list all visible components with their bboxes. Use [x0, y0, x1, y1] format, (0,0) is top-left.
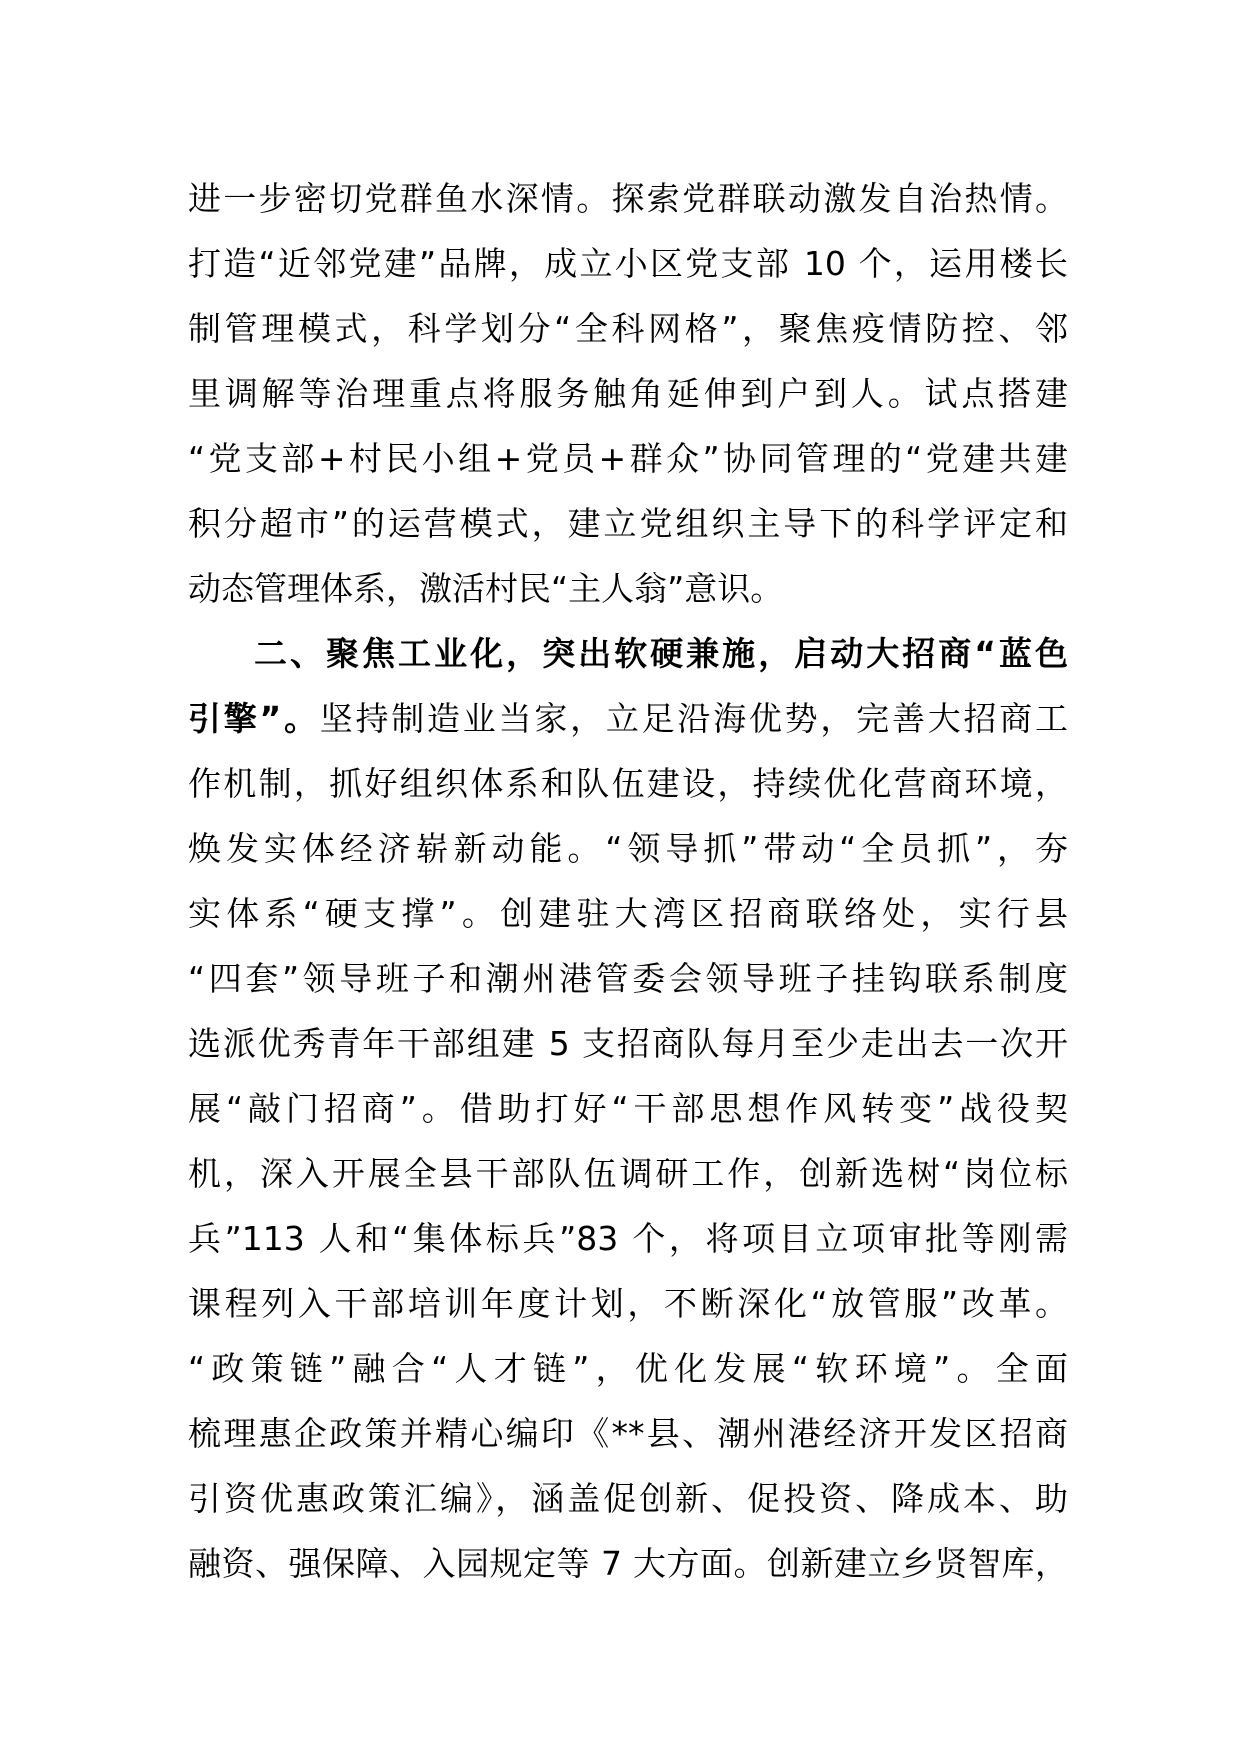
- paragraph-line: [188, 946, 1068, 1011]
- paragraph-line: [188, 816, 1068, 881]
- paragraph-line: [188, 1336, 1068, 1401]
- line-text: 打造“近邻党建”品牌，成立小区党支部 10 个，运用楼长: [188, 244, 1068, 283]
- line-text: 兵”113 人和“集体标兵”83 个，将项目立项审批等刚需: [188, 1219, 1068, 1258]
- line-text: “党支部+村民小组+党员+群众”协同管理的“党建共建: [188, 439, 1068, 478]
- paragraph-line: [188, 1206, 1068, 1271]
- paragraph-line: [188, 491, 1068, 556]
- paragraph-line: [188, 1076, 1068, 1141]
- line-text: “四套”领导班子和潮州港管委会领导班子挂钩联系制度: [188, 959, 1068, 998]
- line-text: “政策链”融合“人才链”，优化发展“软环境”。全面: [188, 1349, 1068, 1388]
- line-text: 融资、强保障、入园规定等 7 大方面。创新建立乡贤智库，: [188, 1544, 1068, 1583]
- line-text: 引资优惠政策汇编》，涵盖促创新、促投资、降成本、助: [188, 1479, 1068, 1518]
- paragraph-line: [188, 556, 1068, 621]
- paragraph-line: [188, 1141, 1068, 1206]
- line-text: 里调解等治理重点将服务触角延伸到户到人。试点搭建: [188, 374, 1068, 413]
- paragraph-line: [188, 751, 1068, 816]
- paragraph-line: [188, 361, 1068, 426]
- line-text: 作机制，抓好组织体系和队伍建设，持续优化营商环境，: [188, 764, 1068, 803]
- line-text: 积分超市”的运营模式，建立党组织主导下的科学评定和: [188, 504, 1068, 543]
- paragraph-line: [188, 296, 1068, 361]
- heading-text: 引擎”。: [188, 699, 320, 738]
- paragraph-line: [188, 426, 1068, 491]
- paragraph-line: [188, 1466, 1068, 1531]
- line-text: 选派优秀青年干部组建 5 支招商队每月至少走出去一次开: [188, 1024, 1068, 1063]
- line-text: 动态管理体系，激活村民“主人翁”意识。: [188, 569, 784, 608]
- paragraph-line: [188, 881, 1068, 946]
- section-heading-line: [188, 621, 1068, 686]
- line-text: 坚持制造业当家，立足沿海优势，完善大招商工: [319, 699, 1068, 738]
- line-text: 制管理模式，科学划分“全科网格”，聚焦疫情防控、邻: [188, 309, 1068, 348]
- line-text: 展“敲门招商”。借助打好“干部思想作风转变”战役契: [188, 1089, 1068, 1128]
- paragraph-line: [188, 1531, 1068, 1596]
- line-text: 课程列入干部培训年度计划，不断深化“放管服”改革。: [188, 1284, 1068, 1323]
- line-text: 进一步密切党群鱼水深情。探索党群联动激发自治热情。: [188, 179, 1068, 218]
- heading-text: 二、聚焦工业化，突出软硬兼施，启动大招商“蓝色: [254, 634, 1068, 673]
- paragraph-line: [188, 1271, 1068, 1336]
- line-text: 梳理惠企政策并精心编印《**县、潮州港经济开发区招商: [188, 1414, 1068, 1453]
- line-text: 实体系“硬支撑”。创建驻大湾区招商联络处，实行县: [188, 894, 1068, 933]
- paragraph-line: [188, 686, 1068, 751]
- paragraph-line: [188, 231, 1068, 296]
- paragraph-line: [188, 1011, 1068, 1076]
- paragraph-line: [188, 166, 1068, 231]
- body-text: [188, 166, 1068, 1596]
- paragraph-line: [188, 1401, 1068, 1466]
- line-text: 焕发实体经济崭新动能。“领导抓”带动“全员抓”，夯: [188, 829, 1068, 868]
- line-text: 机，深入开展全县干部队伍调研工作，创新选树“岗位标: [188, 1154, 1068, 1193]
